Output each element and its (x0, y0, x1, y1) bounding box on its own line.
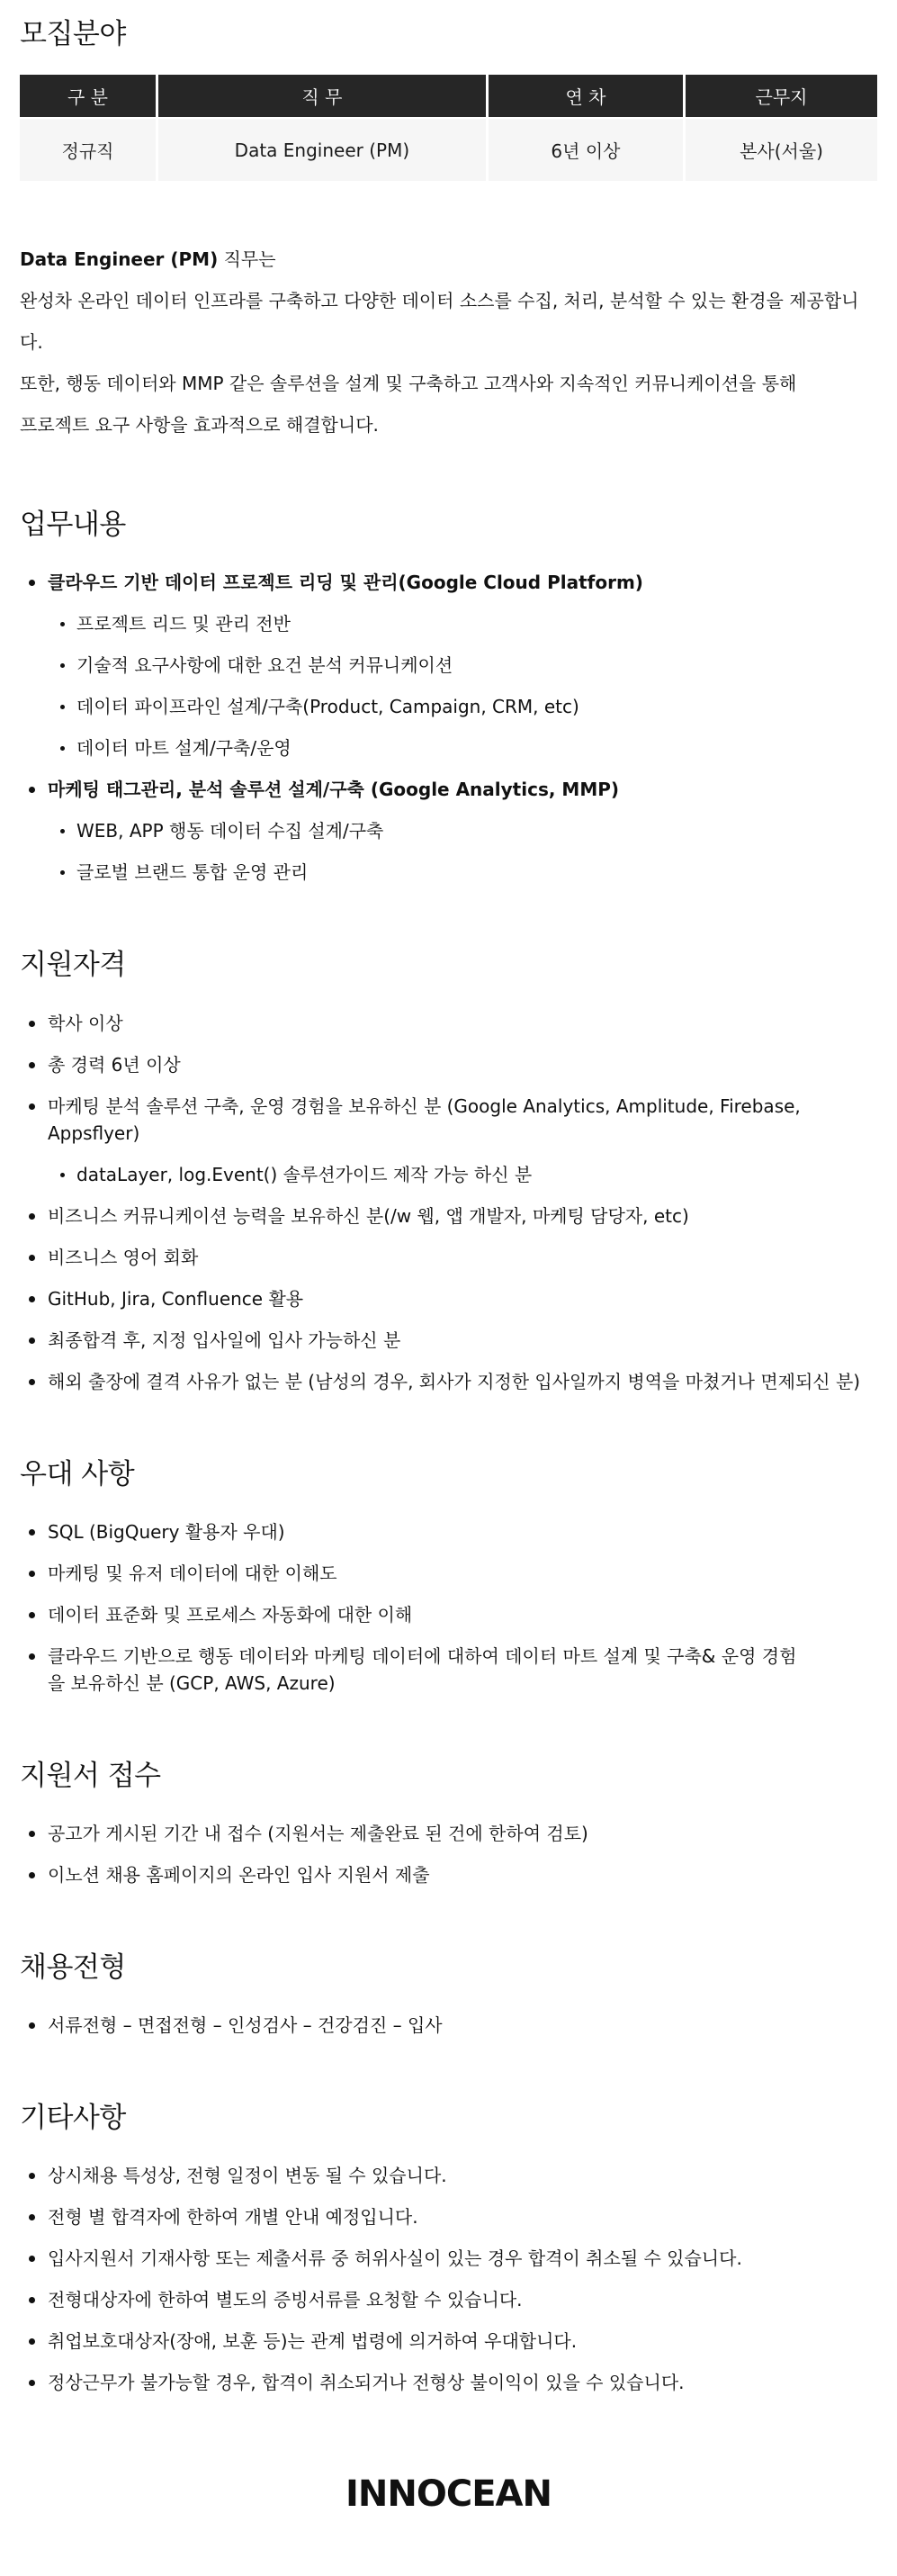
preferred-title: 우대 사항 (20, 1457, 135, 1491)
header-category: 구 분 (20, 75, 157, 118)
list-item: 학사 이상 (20, 1010, 877, 1037)
list-item: 이노션 채용 홈페이지의 온라인 입사 지원서 제출 (20, 1861, 877, 1888)
duties-title: 업무내용 (20, 509, 126, 542)
header-location: 근무지 (685, 75, 877, 118)
intro-role-suffix: 직무는 (218, 248, 276, 271)
list-item: 최종합격 후, 지정 입사일에 입사 가능하신 분 (20, 1327, 877, 1354)
list-item: 데이터 파이프라인 설계/구축(Product, Campaign, CRM, etc) (20, 693, 877, 720)
intro-heading (20, 239, 877, 280)
list-item: 기술적 요구사항에 대한 요건 분석 커뮤니케이션 (20, 652, 877, 679)
list-item: 입사지원서 기재사항 또는 제출서류 중 허위사실이 있는 경우 합격이 취소될 수 있습니다. (20, 2245, 877, 2272)
list-item: 마케팅 및 유저 데이터에 대한 이해도 (20, 1560, 877, 1587)
application-section (20, 1760, 877, 1888)
etc-section (20, 2102, 877, 2396)
list-item: 프로젝트 리드 및 관리 전반 (20, 610, 877, 637)
list-item: 클라우드 기반으로 행동 데이터와 마케팅 데이터에 대하여 데이터 마트 설계 및 구축& 운영 경험을 보유하신 분 (GCP, AWS, Azure) (20, 1643, 877, 1697)
list-item: 공고가 게시된 기간 내 접수 (지원서는 제출완료 된 건에 한하여 검토) (20, 1820, 877, 1847)
list-item: 데이터 마트 설계/구축/운영 (20, 734, 877, 761)
intro-line: 프로젝트 요구 사항을 효과적으로 해결합니다. (20, 414, 379, 437)
list-item: 정상근무가 불가능할 경우, 합격이 취소되거나 전형상 불이익이 있을 수 있습니다. (20, 2369, 877, 2396)
application-list (20, 1820, 877, 1888)
preferred-list (20, 1518, 877, 1697)
intro-section (20, 239, 877, 446)
qualifications-section (20, 949, 877, 1394)
cell-experience: 6년 이상 (487, 118, 684, 181)
table-header-row (20, 75, 877, 118)
list-item: 전형대상자에 한하여 별도의 증빙서류를 요청할 수 있습니다. (20, 2286, 877, 2313)
preferred-section (20, 1458, 877, 1697)
application-title: 지원서 접수 (20, 1759, 161, 1792)
innocean-logo: INNOCEAN (345, 2473, 552, 2515)
etc-title: 기타사항 (20, 2102, 126, 2135)
list-item: 취업보호대상자(장애, 보훈 등)는 관계 법령에 의거하여 우대합니다. (20, 2328, 877, 2355)
list-item: 해외 출장에 결격 사유가 없는 분 (남성의 경우, 회사가 지정한 입사일까지 병역을 마쳤거나 면제되신 분) (20, 1368, 877, 1395)
list-item: WEB, APP 행동 데이터 수집 설계/구축 (20, 817, 877, 844)
list-item: 총 경력 6년 이상 (20, 1051, 877, 1078)
intro-line: 완성차 온라인 데이터 인프라를 구축하고 다양한 데이터 소스를 수집, 처리, 분석할 수 있는 환경을 제공합니다. (20, 290, 859, 354)
intro-line: 또한, 행동 데이터와 MMP 같은 솔루션을 설계 및 구축하고 고객사와 지속적인 커뮤니케이션을 통해 (20, 373, 797, 395)
etc-list (20, 2162, 877, 2396)
list-item: 비즈니스 영어 회화 (20, 1244, 877, 1271)
header-experience: 연 차 (487, 75, 684, 118)
list-item: 상시채용 특성상, 전형 일정이 변동 될 수 있습니다. (20, 2162, 877, 2189)
table-row (20, 118, 877, 181)
list-item: 마케팅 태그관리, 분석 솔루션 설계/구축 (Google Analytics, MMP) (20, 776, 877, 803)
cell-category: 정규직 (20, 118, 157, 181)
list-item: 클라우드 기반 데이터 프로젝트 리딩 및 관리(Google Cloud Platform) (20, 569, 877, 596)
list-item: 글로벌 브랜드 통합 운영 관리 (20, 859, 877, 886)
list-item: 전형 별 합격자에 한하여 개별 안내 예정입니다. (20, 2203, 877, 2230)
list-item: 서류전형 – 면접전형 – 인성검사 – 건강검진 – 입사 (20, 2012, 877, 2039)
duties-section (20, 509, 877, 886)
list-item: 마케팅 분석 솔루션 구축, 운영 경험을 보유하신 분 (Google Analytics, Amplitude, Firebase, Appsflyer) (20, 1093, 877, 1147)
duties-list (20, 569, 877, 886)
list-item: 비즈니스 커뮤니케이션 능력을 보유하신 분(/w 웹, 앱 개발자, 마케팅 담당자, etc) (20, 1202, 877, 1229)
recruit-section (20, 0, 877, 181)
list-item: GitHub, Jira, Confluence 활용 (20, 1285, 877, 1312)
recruit-table (20, 75, 877, 181)
header-position: 직 무 (157, 75, 487, 118)
list-item: 데이터 표준화 및 프로세스 자동화에 대한 이해 (20, 1601, 877, 1628)
qualifications-list (20, 1010, 877, 1395)
process-section (20, 1951, 877, 2039)
list-item: SQL (BigQuery 활용자 우대) (20, 1518, 877, 1545)
intro-role: Data Engineer (PM) (20, 248, 219, 271)
qualifications-title: 지원자격 (20, 949, 126, 982)
list-item: dataLayer, log.Event() 솔루션가이드 제작 가능 하신 분 (20, 1161, 877, 1188)
process-title: 채용전형 (20, 1950, 126, 1984)
cell-position: Data Engineer (PM) (157, 118, 487, 181)
cell-location: 본사(서울) (685, 118, 877, 181)
process-list (20, 2012, 877, 2039)
recruit-title: 모집분야 (20, 18, 126, 50)
